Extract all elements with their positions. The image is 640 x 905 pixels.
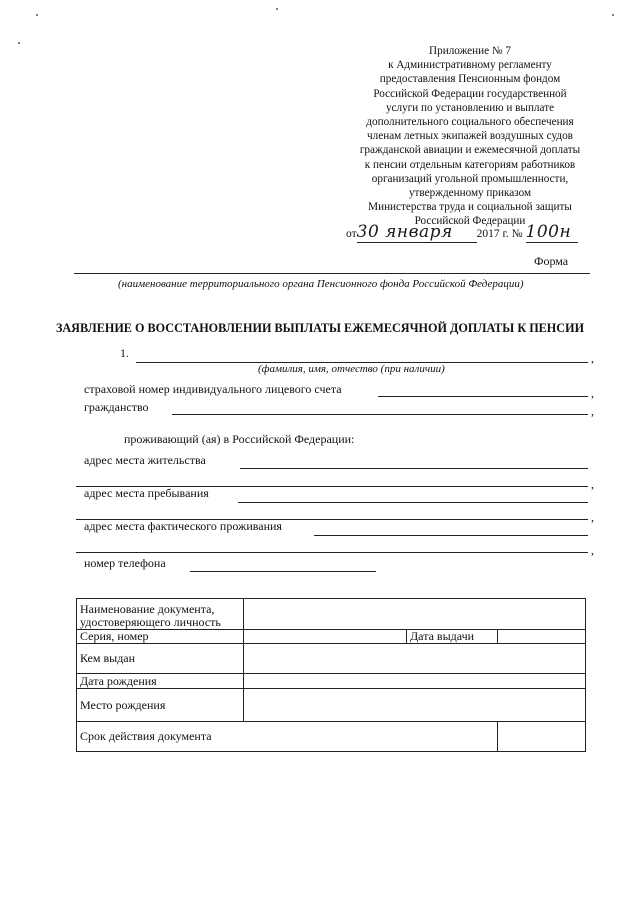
form-label: Форма <box>534 254 569 268</box>
appendix-line: Российской Федерации <box>414 215 526 228</box>
birth-place-value[interactable] <box>244 689 586 722</box>
appendix-line: предоставления Пенсионным фондом <box>379 73 561 86</box>
scan-speck <box>612 14 614 16</box>
doc-name-label <box>77 599 244 630</box>
doc-name-line2: удостоверяющего личность <box>80 615 221 629</box>
order-number-handwritten: 100н <box>526 222 578 243</box>
comma: , <box>591 386 594 400</box>
actual-label: адрес места фактического проживания <box>84 519 282 533</box>
order-prefix: от <box>346 228 357 240</box>
comma: , <box>591 477 594 491</box>
comma: , <box>591 510 594 524</box>
identity-document-table <box>76 598 586 752</box>
validity-value[interactable] <box>498 722 586 752</box>
item-number: 1. <box>120 346 129 360</box>
appendix-line: гражданской авиации и ежемесячной доплаты <box>359 144 581 157</box>
birth-date-value[interactable] <box>244 674 586 689</box>
appendix-line: услуги по установлению и выплате <box>385 101 555 114</box>
appendix-header <box>330 44 610 229</box>
comma: , <box>591 543 594 557</box>
stay-label: адрес места пребывания <box>84 486 209 500</box>
comma: , <box>591 404 594 418</box>
validity-label: Срок действия документа <box>77 722 498 752</box>
comma: , <box>591 351 594 365</box>
issue-date-label: Дата выдачи <box>407 630 498 644</box>
scan-speck <box>276 8 278 10</box>
phone-input-line[interactable] <box>190 571 376 572</box>
actual-input-line-2[interactable] <box>76 552 588 553</box>
fio-caption: (фамилия, имя, отчество (при наличии) <box>258 363 445 375</box>
appendix-line: Приложение № 7 <box>429 45 511 57</box>
birth-date-label: Дата рождения <box>77 674 244 689</box>
appendix-line: к пенсии отдельным категориям работников <box>364 158 576 171</box>
issued-by-value[interactable] <box>244 644 586 674</box>
page-title: ЗАЯВЛЕНИЕ О ВОССТАНОВЛЕНИИ ВЫПЛАТЫ ЕЖЕМЕСЯЧНОЙ ДОПЛАТЫ К ПЕНСИИ <box>55 321 585 335</box>
citizenship-label: гражданство <box>84 400 149 414</box>
citizenship-input-line[interactable] <box>172 414 588 415</box>
series-number-value[interactable] <box>244 630 407 644</box>
snils-input-line[interactable] <box>378 396 588 397</box>
residence-label: адрес места жительства <box>84 453 206 467</box>
residence-input-line[interactable] <box>240 468 588 469</box>
order-line <box>346 222 578 243</box>
order-date-handwritten: 30 января <box>357 222 477 243</box>
residing-label: проживающий (ая) в Российской Федерации: <box>124 432 355 446</box>
issued-by-label: Кем выдан <box>77 644 244 674</box>
appendix-line: к Административному регламенту <box>388 59 552 72</box>
stay-input-line[interactable] <box>238 502 588 503</box>
birth-place-label: Место рождения <box>77 689 244 722</box>
order-no-label: № <box>511 228 523 240</box>
issue-date-value[interactable] <box>498 630 586 644</box>
actual-input-line[interactable] <box>314 535 588 536</box>
phone-label: номер телефона <box>84 556 166 570</box>
organ-name-line[interactable] <box>74 273 590 274</box>
series-number-label: Серия, номер <box>77 630 244 644</box>
snils-label: страховой номер индивидуального лицевого счета <box>84 382 342 396</box>
appendix-line: членам летных экипажей воздушных судов <box>367 130 573 143</box>
doc-name-value[interactable] <box>244 599 586 630</box>
appendix-line: дополнительного социального обеспечения <box>366 116 574 129</box>
appendix-line: организаций угольной промышленности, <box>371 172 569 185</box>
appendix-line: Российской Федерации государственной <box>373 87 567 100</box>
appendix-line: утвержденному приказом <box>408 187 532 200</box>
order-year: 2017 г. <box>476 228 509 240</box>
appendix-line: Министерства труда и социальной защиты <box>368 201 572 214</box>
organ-caption: (наименование территориального органа Пенсионного фонда Российской Федерации) <box>118 278 524 290</box>
scan-speck <box>36 14 38 16</box>
doc-name-line1: Наименование документа, <box>80 602 215 616</box>
scan-speck <box>18 42 20 44</box>
